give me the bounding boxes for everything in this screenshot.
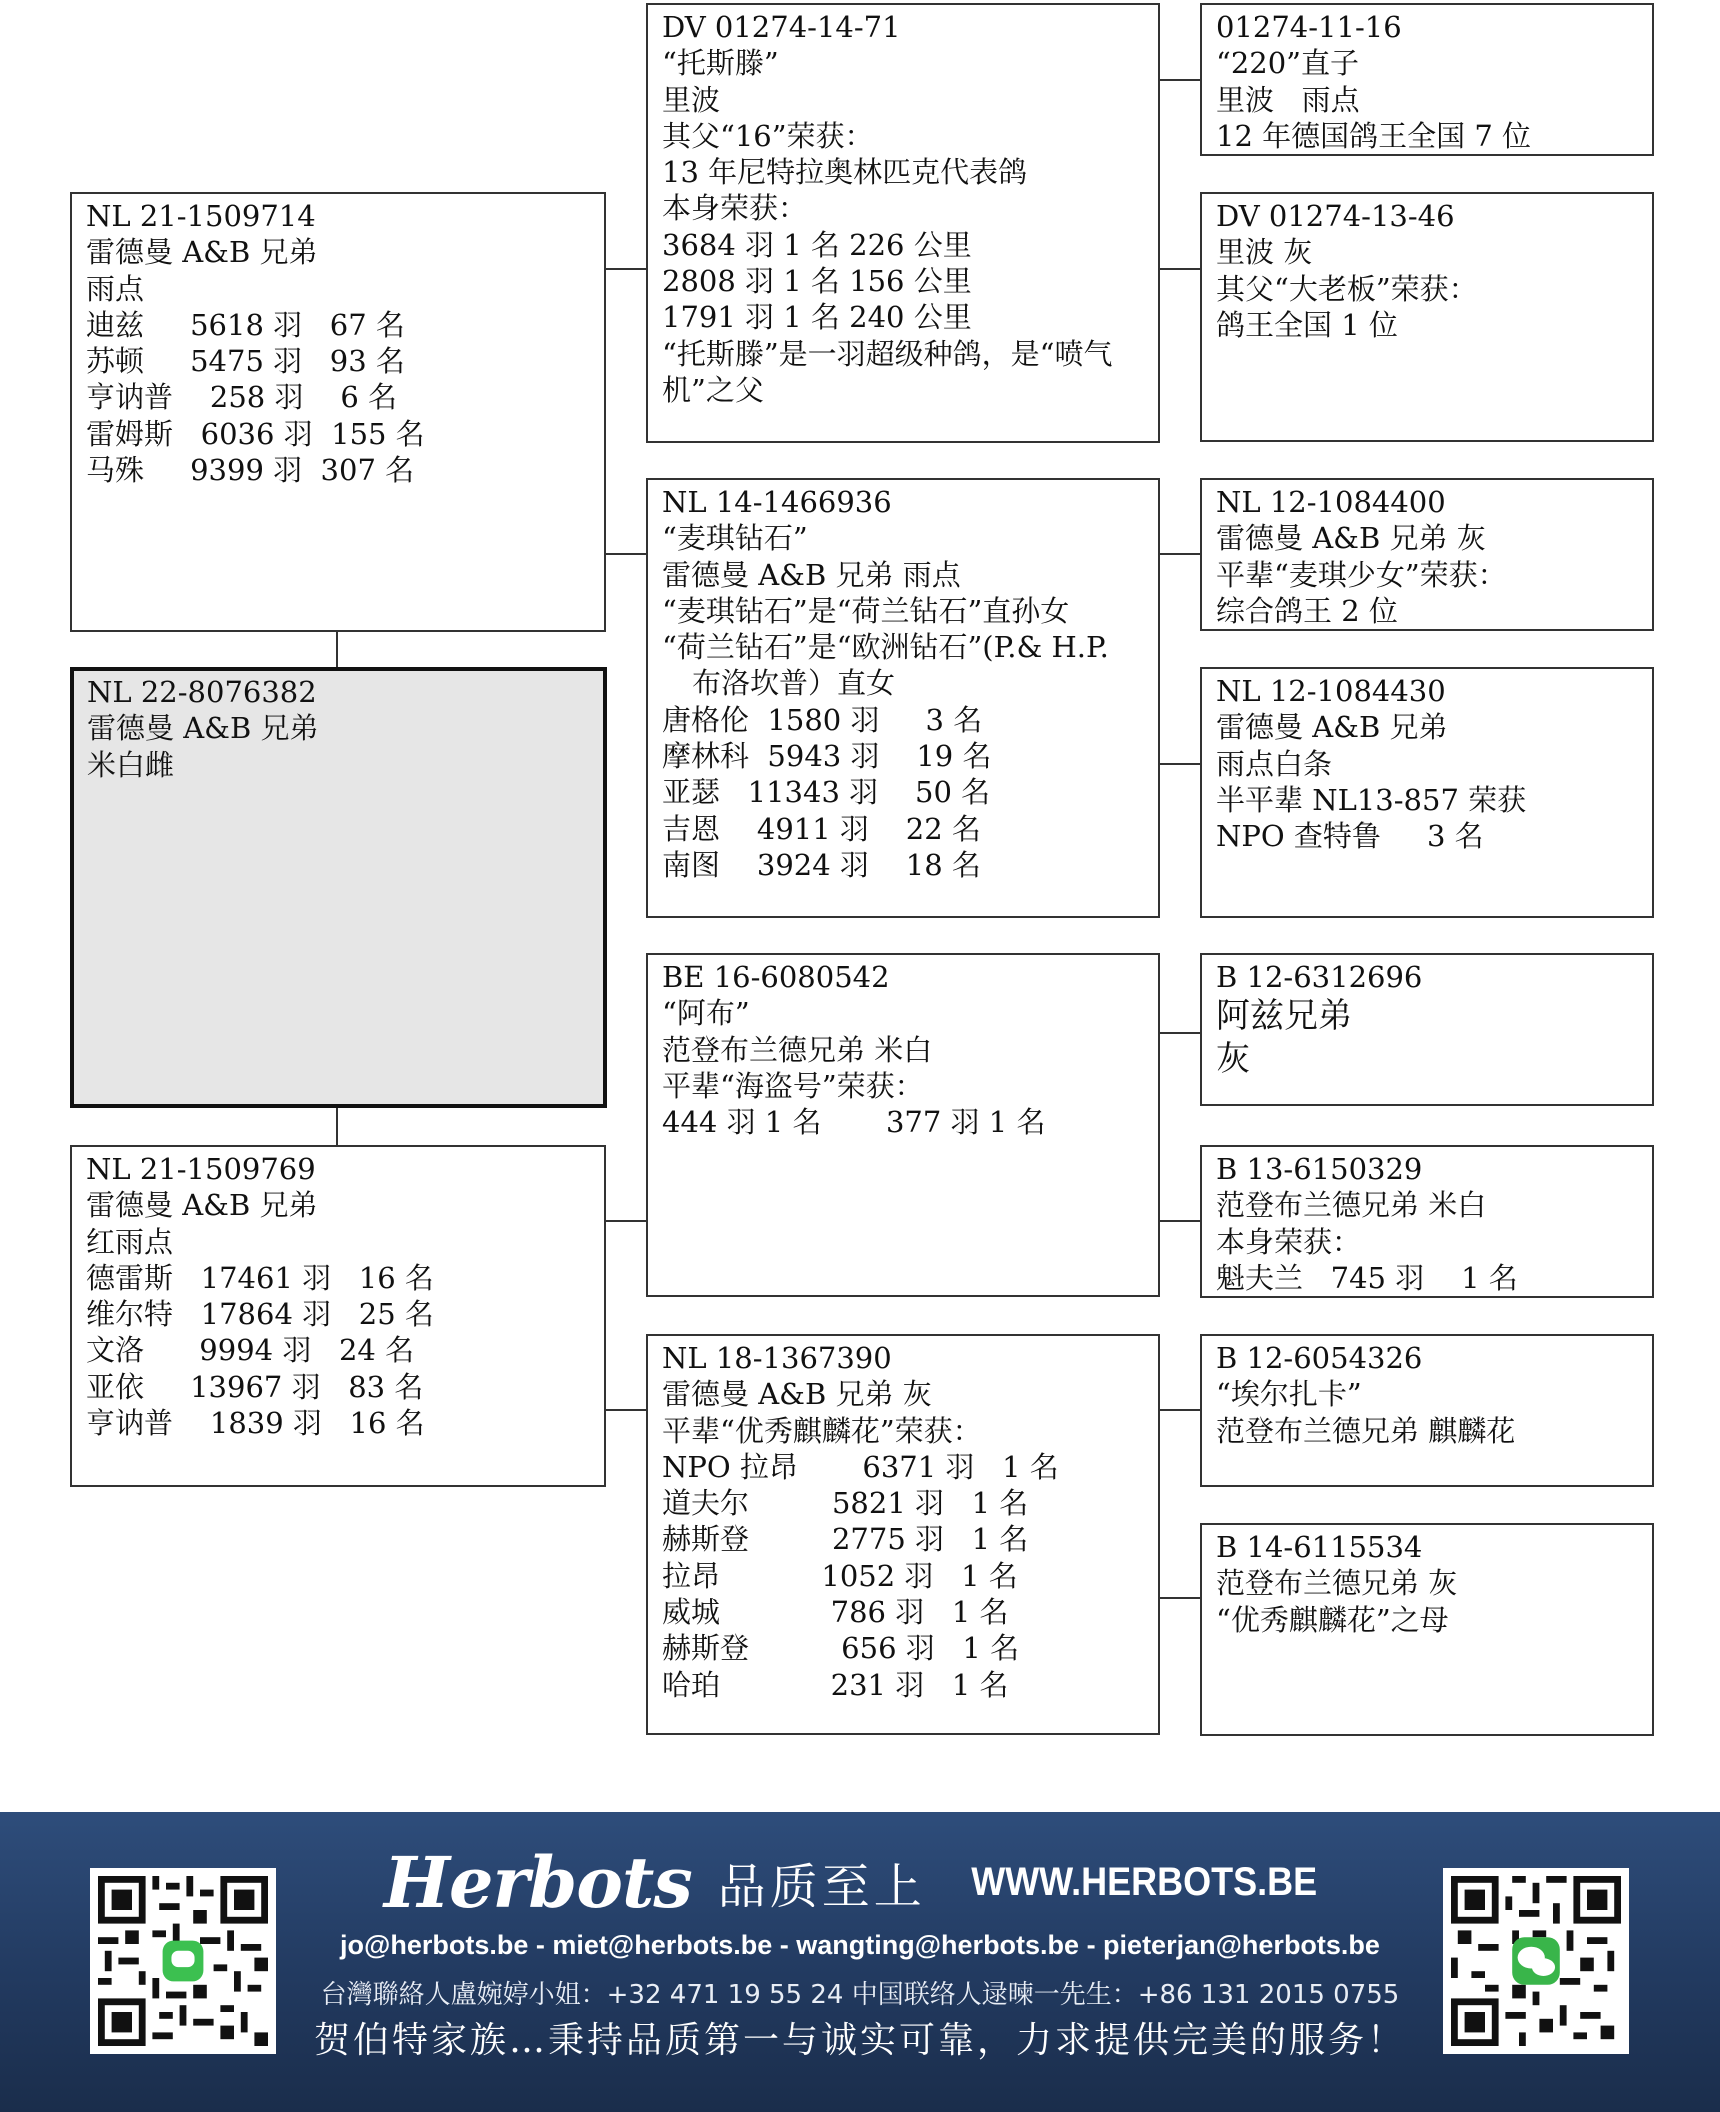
connector bbox=[1158, 763, 1202, 765]
connector bbox=[604, 1409, 648, 1411]
connector bbox=[1158, 268, 1202, 270]
result-line: 马殊 9399 羽 307 名 bbox=[86, 453, 415, 488]
result-line: 444 羽 1 名 377 羽 1 名 bbox=[662, 1105, 1046, 1140]
contact-phones: 台灣聯絡人盧婉婷小姐：+32 471 19 55 24 中国联络人逯暕一先生：+86 131 2015 0755 bbox=[320, 1980, 1400, 2010]
sd-sire-card bbox=[1200, 478, 1654, 631]
info-line: “优秀麒麟花”之母 bbox=[1216, 1602, 1449, 1637]
dd-dam-card bbox=[1200, 1523, 1654, 1736]
ring-number: B 13-6150329 bbox=[1216, 1152, 1423, 1186]
info-line: 平辈“麦琪少女”荣获： bbox=[1216, 557, 1507, 592]
result-line: 德雷斯 17461 羽 16 名 bbox=[86, 1260, 434, 1295]
breeder: 雷德曼 A&B 兄弟 bbox=[86, 235, 318, 270]
connector bbox=[1158, 1032, 1202, 1034]
breeder: 雷德曼 A&B 兄弟 灰 bbox=[1216, 521, 1486, 556]
ring-number: B 12-6312696 bbox=[1216, 960, 1423, 994]
ring-number: DV 01274-13-46 bbox=[1216, 199, 1455, 233]
breeder: 雷德曼 A&B 兄弟 bbox=[1216, 710, 1448, 745]
pigeon-name: “埃尔扎卡” bbox=[1216, 1377, 1362, 1412]
result-line: 亨讷普 1839 羽 16 名 bbox=[86, 1406, 425, 1441]
connector bbox=[604, 1220, 648, 1222]
result-line: 迪兹 5618 羽 67 名 bbox=[86, 307, 405, 342]
info-line: 12 年德国鸽王全国 7 位 bbox=[1216, 118, 1532, 153]
result-line: 赫斯登 656 羽 1 名 bbox=[662, 1631, 1020, 1666]
info-line: 本身荣获： bbox=[662, 191, 808, 226]
connector bbox=[604, 553, 648, 555]
ring-number: NL 18-1367390 bbox=[662, 1341, 892, 1375]
result-line: 苏顿 5475 羽 93 名 bbox=[86, 344, 405, 379]
ds-sire-card bbox=[1200, 953, 1654, 1106]
result-line: 拉昂 1052 羽 1 名 bbox=[662, 1558, 1018, 1593]
pigeon-name: “阿布” bbox=[662, 996, 750, 1031]
color: 米白雌 bbox=[87, 747, 175, 782]
ss-sire-card bbox=[1200, 3, 1654, 156]
color: 红雨点 bbox=[86, 1224, 174, 1259]
connector bbox=[336, 630, 338, 668]
subject-card bbox=[70, 667, 607, 1108]
slogan: 品质至上 bbox=[717, 1858, 926, 1915]
breeder: 雷德曼 A&B 兄弟 灰 bbox=[662, 1377, 932, 1412]
connector bbox=[604, 268, 648, 270]
result-line: 吉恩 4911 羽 22 名 bbox=[662, 811, 981, 846]
result-line: 亚瑟 11343 羽 50 名 bbox=[662, 775, 991, 810]
ring-number: B 14-6115534 bbox=[1216, 1530, 1423, 1564]
description: “托斯滕”是一羽超级种鸽，是“喷气机”之父 bbox=[662, 336, 1113, 407]
result-line: NPO 拉昂 6371 羽 1 名 bbox=[662, 1449, 1059, 1484]
color: 雨点 bbox=[86, 271, 145, 306]
result-line: 道夫尔 5821 羽 1 名 bbox=[662, 1486, 1029, 1521]
ds-dam-card bbox=[1200, 1145, 1654, 1298]
result-line: 赫斯登 2775 羽 1 名 bbox=[662, 1522, 1029, 1557]
info-line: “荷兰钻石”是“欧洲钻石”(P.& H.P. bbox=[662, 630, 1109, 665]
result-line: 南图 3924 羽 18 名 bbox=[662, 847, 981, 882]
sire-sire-card bbox=[646, 3, 1160, 443]
ring-number: NL 12-1084400 bbox=[1216, 485, 1446, 519]
brand-row bbox=[300, 1842, 1420, 1922]
qr-code-wechat[interactable] bbox=[1443, 1868, 1629, 2054]
result-line: 亨讷普 258 羽 6 名 bbox=[86, 380, 397, 415]
result-line: 摩林科 5943 羽 19 名 bbox=[662, 739, 992, 774]
info-line: 平辈“海盗号”荣获： bbox=[662, 1068, 924, 1103]
dam-dam-card bbox=[646, 1334, 1160, 1735]
ss-dam-card bbox=[1200, 192, 1654, 442]
ring-number: NL 21-1509714 bbox=[86, 199, 316, 233]
breeder: 雷德曼 A&B 兄弟 雨点 bbox=[662, 557, 961, 592]
info-line: 平辈“优秀麒麟花”荣获： bbox=[662, 1413, 982, 1448]
connector bbox=[1158, 1597, 1202, 1599]
dam-sire-card bbox=[646, 953, 1160, 1297]
ring-number: NL 21-1509769 bbox=[86, 1152, 316, 1186]
connector bbox=[1158, 553, 1202, 555]
pigeon-name: “麦琪钻石” bbox=[662, 521, 808, 556]
info-line: 半平辈 NL13-857 荣获 bbox=[1216, 782, 1527, 817]
result-line: 亚依 13967 羽 83 名 bbox=[86, 1369, 424, 1404]
result-line: NPO 查特鲁 3 名 bbox=[1216, 819, 1484, 854]
ring-number: NL 14-1466936 bbox=[662, 485, 892, 519]
result-line: 哈珀 231 羽 1 名 bbox=[662, 1667, 1009, 1702]
ring-number: 01274-11-16 bbox=[1216, 10, 1402, 44]
info-line: 其父“大老板”荣获： bbox=[1216, 271, 1478, 306]
website-link[interactable]: WWW.HERBOTS.BE bbox=[970, 1859, 1317, 1904]
result-line: 雷姆斯 6036 羽 155 名 bbox=[86, 416, 425, 451]
info-line: 本身荣获： bbox=[1216, 1224, 1362, 1259]
pigeon-name: “220”直子 bbox=[1216, 46, 1360, 81]
result-line: 唐格伦 1580 羽 3 名 bbox=[662, 702, 983, 737]
sire-dam-card bbox=[646, 478, 1160, 918]
footer-banner bbox=[0, 1812, 1720, 2112]
connector bbox=[1158, 1220, 1202, 1222]
breeder: 里波 雨点 bbox=[1216, 82, 1360, 117]
info-line: 鸽王全国 1 位 bbox=[1216, 307, 1398, 342]
ring-number: BE 16-6080542 bbox=[662, 960, 890, 994]
breeder: 范登布兰德兄弟 麒麟花 bbox=[1216, 1413, 1516, 1448]
qr-code-icon bbox=[1451, 1876, 1621, 2046]
result-line: 维尔特 17864 羽 25 名 bbox=[86, 1297, 434, 1332]
result-line: 2808 羽 1 名 156 公里 bbox=[662, 264, 972, 299]
info-line: 布洛坎普）直女 bbox=[692, 666, 896, 701]
ring-number: NL 12-1084430 bbox=[1216, 674, 1446, 708]
ring-number: NL 22-8076382 bbox=[87, 675, 317, 709]
pigeon-name: “托斯滕” bbox=[662, 46, 779, 81]
qr-code-line[interactable] bbox=[90, 1868, 276, 2054]
info-line: 13 年尼特拉奥林匹克代表鸽 bbox=[662, 155, 1028, 190]
breeder: 阿兹兄弟 bbox=[1216, 996, 1352, 1037]
result-line: 威城 786 羽 1 名 bbox=[662, 1595, 1009, 1630]
result-line: 3684 羽 1 名 226 公里 bbox=[662, 227, 972, 262]
result-line: 魁夫兰 745 羽 1 名 bbox=[1216, 1260, 1518, 1295]
info-line: 综合鸽王 2 位 bbox=[1216, 593, 1398, 628]
color: 灰 bbox=[1216, 1039, 1250, 1080]
sd-dam-card bbox=[1200, 667, 1654, 918]
result-line: 文洛 9994 羽 24 名 bbox=[86, 1333, 415, 1368]
connector bbox=[1158, 79, 1202, 81]
breeder: 范登布兰德兄弟 米白 bbox=[1216, 1188, 1487, 1223]
ring-number: B 12-6054326 bbox=[1216, 1341, 1423, 1375]
breeder: 雷德曼 A&B 兄弟 bbox=[87, 711, 319, 746]
dd-sire-card bbox=[1200, 1334, 1654, 1487]
info-line: “麦琪钻石”是“荷兰钻石”直孙女 bbox=[662, 593, 1070, 628]
breeder: 雷德曼 A&B 兄弟 bbox=[86, 1188, 318, 1223]
breeder: 范登布兰德兄弟 灰 bbox=[1216, 1566, 1458, 1601]
color: 雨点白条 bbox=[1216, 746, 1333, 781]
brand-logo: Herbots bbox=[383, 1840, 692, 1924]
breeder: 范登布兰德兄弟 米白 bbox=[662, 1032, 933, 1067]
sire-card bbox=[70, 192, 606, 632]
email-addresses[interactable]: jo@herbots.be - miet@herbots.be - wangting@herbots.be - pieterjan@herbots.be bbox=[340, 1930, 1380, 1960]
breeder: 里波 bbox=[662, 82, 721, 117]
info-line: 其父“16”荣获： bbox=[662, 118, 874, 153]
breeder: 里波 灰 bbox=[1216, 235, 1313, 270]
qr-code-icon bbox=[98, 1876, 268, 2046]
motto: 贺伯特家族…秉持品质第一与诚实可靠，力求提供完美的服务！ bbox=[313, 2020, 1406, 2061]
connector bbox=[1158, 1409, 1202, 1411]
result-line: 1791 羽 1 名 240 公里 bbox=[662, 300, 972, 335]
ring-number: DV 01274-14-71 bbox=[662, 10, 901, 44]
connector bbox=[336, 1106, 338, 1146]
dam-card bbox=[70, 1145, 606, 1487]
